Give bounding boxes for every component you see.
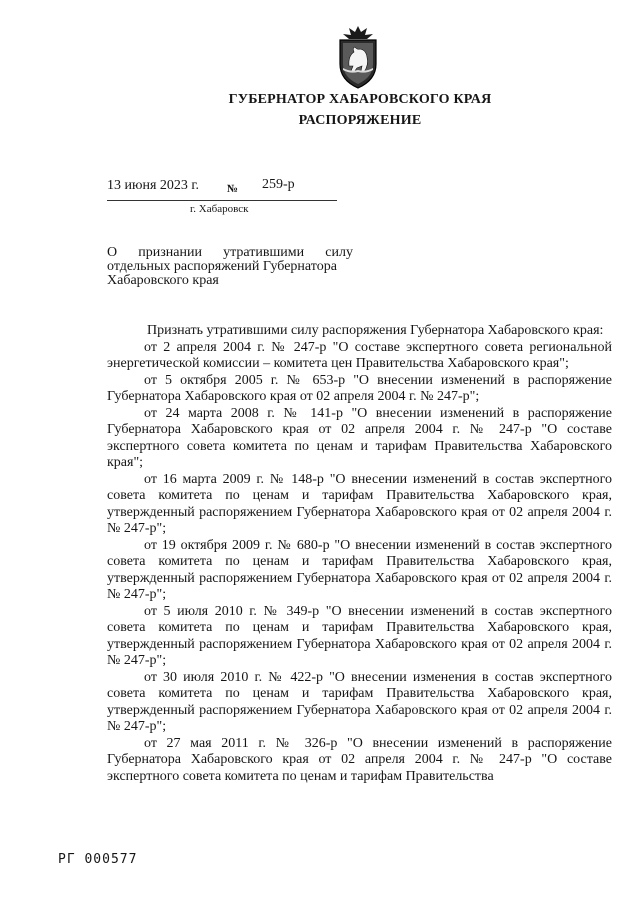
doc-type-title: РАСПОРЯЖЕНИЕ — [298, 113, 422, 128]
document-city: г. Хабаровск — [190, 203, 249, 215]
revoked-order-item: от 30 июля 2010 г. № 422-р "О внесении изменения в состав экспертного совета комитета по ценам и тарифам Правительства Хабаровского края, утвержденный распоряжением Губернатора Хабаровского края от 02 апреля 2004 г. № 247-р"; — [107, 669, 612, 734]
number-sign: № — [227, 183, 239, 195]
document-number: 259-р — [262, 177, 295, 192]
revoked-order-item: от 24 марта 2008 г. № 141-р "О внесении изменений в распоряжение Губернатора Хабаровского края от 02 апреля 2004 г. № 247-р "О составе экспертного совета комитета по ценам и тарифам Правительства Хабаровского края"; — [107, 405, 612, 470]
document-subject — [107, 246, 353, 288]
body-intro-paragraph: Признать утратившими силу распоряжения Губернатора Хабаровского края: — [147, 323, 604, 338]
subject-word: утратившими — [223, 245, 305, 260]
subject-line-1 — [107, 246, 353, 260]
document-body — [107, 323, 612, 785]
form-serial-number: РГ 000577 — [58, 852, 138, 867]
coat-of-arms-emblem-icon — [330, 24, 386, 90]
revoked-order-item: от 16 марта 2009 г. № 148-р "О внесении изменений в состав экспертного совета комитета по ценам и тарифам Правительства Хабаровского края, утвержденный распоряжением Губернатора Хабаровского края от 02 апреля 2004 г. № 247-р"; — [107, 471, 612, 536]
revoked-order-item: от 5 октября 2005 г. № 653-р "О внесении изменений в распоряжение Губернатора Хабаровского края от 02 апреля 2004 г. № 247-р"; — [107, 372, 612, 404]
revoked-order-item: от 27 мая 2011 г. № 326-р "О внесении изменений в распоряжение Губернатора Хабаровского края от 02 апреля 2004 г. № 247-р "О составе экспертного совета комитета по ценам и тарифам Правительства — [107, 735, 612, 784]
revoked-order-item: от 5 июля 2010 г. № 349-р "О внесении изменений в состав экспертного совета комитета по ценам и тарифам Правительства Хабаровского края, утвержденный распоряжением Губернатора Хабаровского края от 02 апреля 2004 г. № 247-р"; — [107, 603, 612, 668]
date-underline — [107, 200, 337, 201]
document-date: 13 июня 2023 г. — [107, 178, 200, 193]
subject-word: признании — [138, 245, 202, 260]
subject-word: О — [107, 245, 118, 260]
subject-line-2: отдельных распоряжений Губернатора — [107, 259, 337, 274]
subject-word: силу — [325, 245, 353, 260]
subject-line-3: Хабаровского края — [107, 273, 219, 288]
revoked-order-item: от 2 апреля 2004 г. № 247-р "О составе экспертного совета региональной энергетической комиссии – комитета цен Правительства Хабаровского края"; — [107, 339, 612, 371]
revoked-order-item: от 19 октября 2009 г. № 680-р "О внесении изменений в состав экспертного совета комитета по ценам и тарифам Правительства Хабаровского края, утвержденный распоряжением Губернатора Хабаровского края от 02 апреля 2004 г. № 247-р"; — [107, 537, 612, 602]
org-title: ГУБЕРНАТОР ХАБАРОВСКОГО КРАЯ — [228, 92, 492, 107]
